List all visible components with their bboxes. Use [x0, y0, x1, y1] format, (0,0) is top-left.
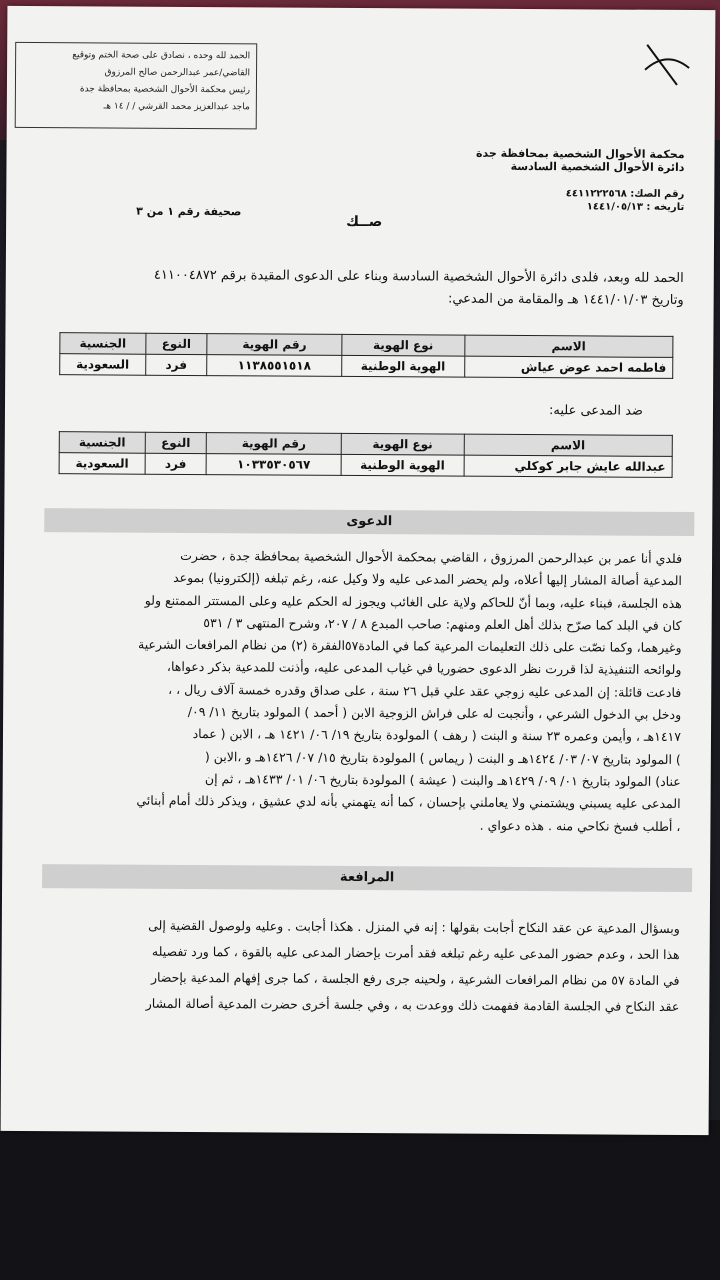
page-number: صحيفة رقم ١ من ٣: [136, 204, 242, 219]
cell-name: فاطمه احمد عوض عياش: [464, 356, 673, 378]
cell-id-type: الهوية الوطنية: [342, 355, 465, 377]
lawsuit-line: فادعت قائلة: إن المدعى عليه زوجي عقد علي قبل ٢٦ سنة ، على صداق وقدره خمسة آلاف ريال ، ،: [168, 681, 682, 700]
cell-type: فرد: [146, 354, 207, 375]
pen-mark-icon: [637, 40, 697, 90]
instrument-date: تاريخه : ١٤٤١/٠٥/١٣: [586, 201, 685, 213]
cell-id-type: الهوية الوطنية: [341, 454, 464, 476]
court-header: [404, 146, 684, 174]
lawsuit-line: المدعية أصالة المشار إليها أعلاه، ولم يحضر المدعى عليه ولا وكيل عنه، رغم تبلغه (إلكترونيا) بموعد: [173, 570, 682, 589]
pleading-line: هذا الحد ، وعدم حضور المدعى عليه رغم تبلغه فقد أمرت بإحضار المدعى عليه بالقوة ، كما ورد تفصيله: [151, 943, 680, 962]
cell-name: عبدالله عايش جابر كوكلي: [464, 455, 673, 477]
court-name: محكمة الأحوال الشخصية بمحافظة جدة: [475, 146, 685, 161]
header-name: الاسم: [464, 335, 673, 357]
lawsuit-line: كان في البلد كما صرّح بذلك أهل العلم ومنهم: صاحب المبدع ٨ / ٢٠٧، وشرح المنتهى ٣ / ٥٣١: [203, 614, 682, 633]
document-page: [1, 6, 716, 1135]
lawsuit-line: ١٤١٧هـ ، وأيمن وعمره ٢٣ سنة و البنت ( رهف ) المولودة بتاريخ ١٩/ ٠٦/ ١٤٢١ هـ ، الابن ( عماد: [192, 726, 682, 745]
cell-nationality: السعودية: [59, 453, 145, 475]
header-id-type: نوع الهوية: [341, 433, 464, 455]
department-name: دائرة الأحوال الشخصية السادسة: [510, 159, 685, 174]
lawsuit-line: هذه الجلسة، فبناء عليه، وبما أنّ للحاكم ولاية على الغائب ويجوز له الحكم عليه وعلى المستتر الممتنع ولو: [144, 592, 682, 611]
cell-id-number: ١٠٣٣٥٣٠٥٦٧: [206, 454, 341, 476]
instrument-meta: [404, 186, 684, 214]
intro-paragraph: [44, 264, 684, 312]
stamp-line: ماجد عبدالعزيز محمد القرشي / / ١٤ هـ: [103, 101, 250, 113]
cell-nationality: السعودية: [60, 354, 146, 376]
header-nationality: الجنسية: [59, 432, 145, 454]
stamp-line: رئيس محكمة الأحوال الشخصية بمحافظة جدة: [79, 84, 250, 96]
lawsuit-paragraph: [40, 544, 682, 838]
lawsuit-line: ، أطلب فسخ نكاحي منه . هذه دعواي .: [479, 817, 681, 834]
background-bottom: [0, 1120, 720, 1280]
instrument-number: رقم الصك: ٤٤١١٢٢٢٥٦٨: [565, 188, 685, 200]
against-label: ضد المدعى عليه:: [548, 403, 644, 419]
lawsuit-line: عناد) المولود بتاريخ ٠١/ ٠٩/ ١٤٢٩هـ والبنت ( عيشة ) المولودة بتاريخ ٠٦/ ٠١/ ١٤٣٣هـ ، ثم إن: [204, 771, 681, 789]
intro-line: وتاريخ ١٤٤١/٠١/٠٣ هـ والمقامة من المدعي:: [447, 291, 684, 308]
pleading-line: عقد النكاح في الجلسة القادمة ففهمت ذلك ووعدت به ، وفي جلسة أخرى حضرت المدعية أصالة المشار: [145, 995, 680, 1014]
plaintiff-table: [59, 332, 673, 379]
lawsuit-line: فلدي أنا عمر بن عبدالرحمن المرزوق ، القاضي بمحكمة الأحوال الشخصية بمحافظة جدة ، حضرت: [180, 547, 683, 566]
header-id-type: نوع الهوية: [342, 334, 465, 356]
stamp-line: الحمد لله وحده ، نصادق على صحة الختم وتوقيع: [72, 50, 251, 62]
lawsuit-line: ولوائحه التنفيذية لذا قررت نظر الدعوى حضوريا في غياب المدعى عليه، وأذنت للمدعية بذكر دعواها،: [166, 659, 682, 678]
header-type: النوع: [146, 333, 207, 354]
defendant-table: [59, 431, 673, 478]
cell-id-number: ١١٣٨٥٥١٥١٨: [207, 355, 342, 377]
table-row: [59, 453, 672, 478]
cell-type: فرد: [145, 453, 206, 474]
lawsuit-line: ) المولود بتاريخ ٠٧/ ٠٣/ ١٤٢٤هـ و البنت ( ريماس ) المولودة بتاريخ ١٥/ ٠٧/ ١٤٢٦هـ و ،الابن (: [204, 748, 681, 767]
header-id-number: رقم الهوية: [206, 433, 341, 455]
document-title: صــك: [346, 213, 383, 231]
lawsuit-line: ودخل بي الدخول الشرعي ، وأنجبت له على فراش الزوجية الابن ( أحمد ) المولود بتاريخ ١١/ ٠٩/: [187, 704, 682, 723]
header-id-number: رقم الهوية: [207, 334, 342, 356]
lawsuit-section-title: الدعوى: [44, 508, 694, 536]
stamp-line: القاضي/عمر عبدالرحمن صالح المرزوق: [104, 67, 251, 79]
pleading-line: وبسؤال المدعية عن عقد النكاح أجابت بقولها : إنه في المنزل . هكذا أجابت . وعليه ولوصول القضية إلى: [148, 917, 680, 936]
pleading-line: في المادة ٥٧ من نظام المرافعات الشرعية ، ولحينه جرى رفع الجلسة ، كما جرى إفهام المدعية بإحضار: [150, 969, 680, 988]
pleading-paragraph: [39, 912, 680, 1020]
header-nationality: الجنسية: [60, 333, 146, 355]
table-row: [60, 354, 673, 379]
header-name: الاسم: [464, 434, 673, 456]
lawsuit-line: وغيرهما، وكما نصّت على ذلك التعليمات المرعية كما في المادة٥٧الفقرة (٢) من نظام المرافعات الشرعية: [137, 636, 682, 656]
lawsuit-line: المدعى عليه يسبني ويشتمني ولا يعاملني بإحسان ، كما أنه يتهمني بأنه لدي عشيق ، ويذكر ذلك أمام أبنائي: [136, 792, 681, 812]
intro-line: الحمد لله وبعد، فلدى دائرة الأحوال الشخصية السادسة وبناء على الدعوى المقيدة برقم ٤١١٠٠٤٨٧٢: [153, 267, 684, 286]
header-type: النوع: [145, 432, 206, 453]
pleading-section-title: المرافعة: [42, 864, 692, 892]
certification-stamp-box: [15, 42, 258, 129]
